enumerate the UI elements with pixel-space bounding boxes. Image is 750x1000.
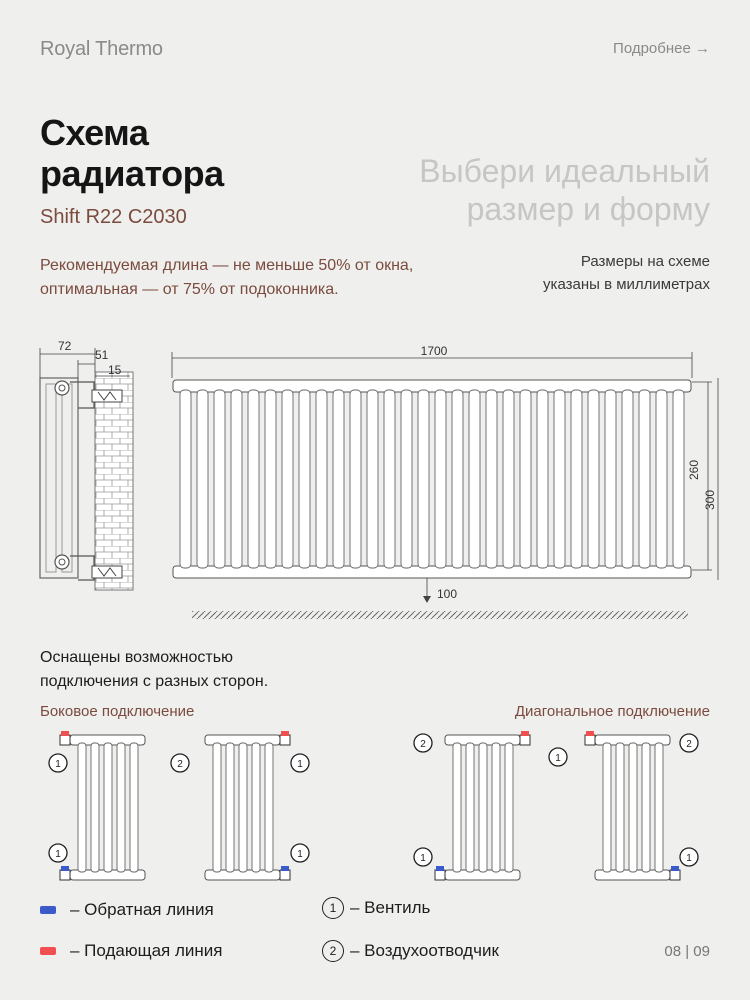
radiator-tube: [673, 390, 684, 568]
side-scheme-1: [60, 731, 145, 880]
units-note: [543, 250, 710, 296]
air-vent-marker-icon: 2: [322, 940, 344, 962]
side-view: [40, 339, 133, 590]
promo-line-2: размер и форму: [466, 191, 710, 227]
connections-intro-line-1: Оснащены возможностью: [40, 649, 234, 666]
svg-text:2: 2: [177, 759, 183, 770]
valve-marker: [291, 754, 309, 772]
radiator-tube: [503, 390, 514, 568]
connection-schemes: [0, 725, 750, 895]
svg-text:1: 1: [297, 759, 303, 770]
radiator-tube: [299, 390, 310, 568]
page-title: [40, 112, 224, 194]
radiator-tube: [571, 390, 582, 568]
radiator-tube: [520, 390, 531, 568]
wall: [95, 372, 133, 590]
svg-text:1: 1: [55, 849, 61, 860]
radiator-tube: [537, 390, 548, 568]
diagonal-scheme-2: [585, 731, 680, 880]
radiator-tube: [622, 390, 633, 568]
brand-logo: Royal Thermo: [40, 38, 163, 60]
more-link[interactable]: Подробнее →: [613, 40, 710, 57]
radiator-drawing: [0, 330, 750, 630]
dim-floor-gap: 100: [437, 587, 458, 601]
radiator-tube: [197, 390, 208, 568]
radiator-tube: [214, 390, 225, 568]
diagonal-scheme-1: [435, 731, 530, 880]
recommendation-line-1: Рекомендуемая длина — не меньше 50% от окна,: [40, 257, 414, 274]
recommendation-text: [40, 254, 470, 302]
radiator-tube: [401, 390, 412, 568]
valve-marker: [49, 754, 67, 772]
dim-height-total: 300: [703, 489, 717, 511]
legend-supply: [40, 941, 222, 961]
dim-depth-body: 51: [95, 348, 109, 362]
svg-text:1: 1: [555, 753, 561, 764]
promo-heading: [419, 152, 710, 228]
valve-marker: [49, 844, 67, 862]
legend-air-vent-text: – Воздухоотводчик: [350, 941, 499, 960]
radiator-tube: [435, 390, 446, 568]
radiator-tube: [265, 390, 276, 568]
units-line-2: указаны в миллиметрах: [543, 276, 710, 293]
radiator-tube: [333, 390, 344, 568]
svg-text:1: 1: [686, 853, 692, 864]
side-connection-label: Боковое подключение: [40, 703, 195, 720]
title-line-2: радиатора: [40, 153, 224, 194]
radiator-tube: [639, 390, 650, 568]
legend-air-vent: [322, 940, 499, 962]
radiator-tube: [554, 390, 565, 568]
radiator-tube: [316, 390, 327, 568]
air-vent-marker: [414, 734, 432, 752]
return-line-swatch: [40, 906, 56, 914]
floor: [192, 611, 688, 619]
svg-text:1: 1: [297, 849, 303, 860]
radiator-tube: [452, 390, 463, 568]
radiator-tube: [367, 390, 378, 568]
valve-marker: [291, 844, 309, 862]
valve-marker-icon: 1: [322, 897, 344, 919]
connections-intro: [40, 646, 268, 694]
svg-text:2: 2: [420, 739, 426, 750]
svg-text:1: 1: [420, 853, 426, 864]
air-vent-marker: [680, 734, 698, 752]
radiator-tube: [384, 390, 395, 568]
page-counter: 08 | 09: [664, 943, 710, 960]
legend-valve-text: – Вентиль: [350, 898, 431, 917]
radiator-tube: [486, 390, 497, 568]
dim-depth-total: 72: [58, 339, 72, 353]
dim-length: 1700: [420, 344, 448, 358]
legend-return-text: – Обратная линия: [70, 900, 214, 919]
radiator-tube: [418, 390, 429, 568]
legend-supply-text: – Подающая линия: [70, 941, 223, 960]
connections-intro-line-2: подключения с разных сторон.: [40, 673, 269, 690]
radiator-tube: [282, 390, 293, 568]
supply-line-swatch: [40, 947, 56, 955]
title-line-1: Схема: [40, 112, 149, 153]
svg-text:2: 2: [686, 739, 692, 750]
units-line-1: Размеры на схеме: [580, 253, 710, 270]
dim-wall-gap: 15: [108, 363, 122, 377]
radiator-tube: [180, 390, 191, 568]
valve-marker: [414, 848, 432, 866]
air-vent-marker: [171, 754, 189, 772]
radiator-tubes: [180, 390, 684, 568]
dim-height-axis: 260: [687, 459, 701, 481]
radiator-tube: [231, 390, 242, 568]
valve-marker: [680, 848, 698, 866]
legend-return: [40, 900, 214, 920]
radiator-tube: [656, 390, 667, 568]
diagonal-connection-label: Диагональное подключение: [514, 703, 710, 720]
radiator-tube: [248, 390, 259, 568]
model-name: Shift R22 C2030: [40, 206, 187, 228]
radiator-tube: [350, 390, 361, 568]
side-scheme-2: [205, 731, 290, 880]
radiator-tube: [605, 390, 616, 568]
legend-valve: [322, 897, 430, 919]
valve-marker: [549, 748, 567, 766]
svg-text:1: 1: [55, 759, 61, 770]
radiator-tube: [469, 390, 480, 568]
front-view: [172, 344, 718, 619]
promo-line-1: Выбери идеальный: [419, 153, 710, 189]
radiator-tube: [588, 390, 599, 568]
recommendation-line-2: оптимальная — от 75% от подоконника.: [40, 281, 339, 298]
